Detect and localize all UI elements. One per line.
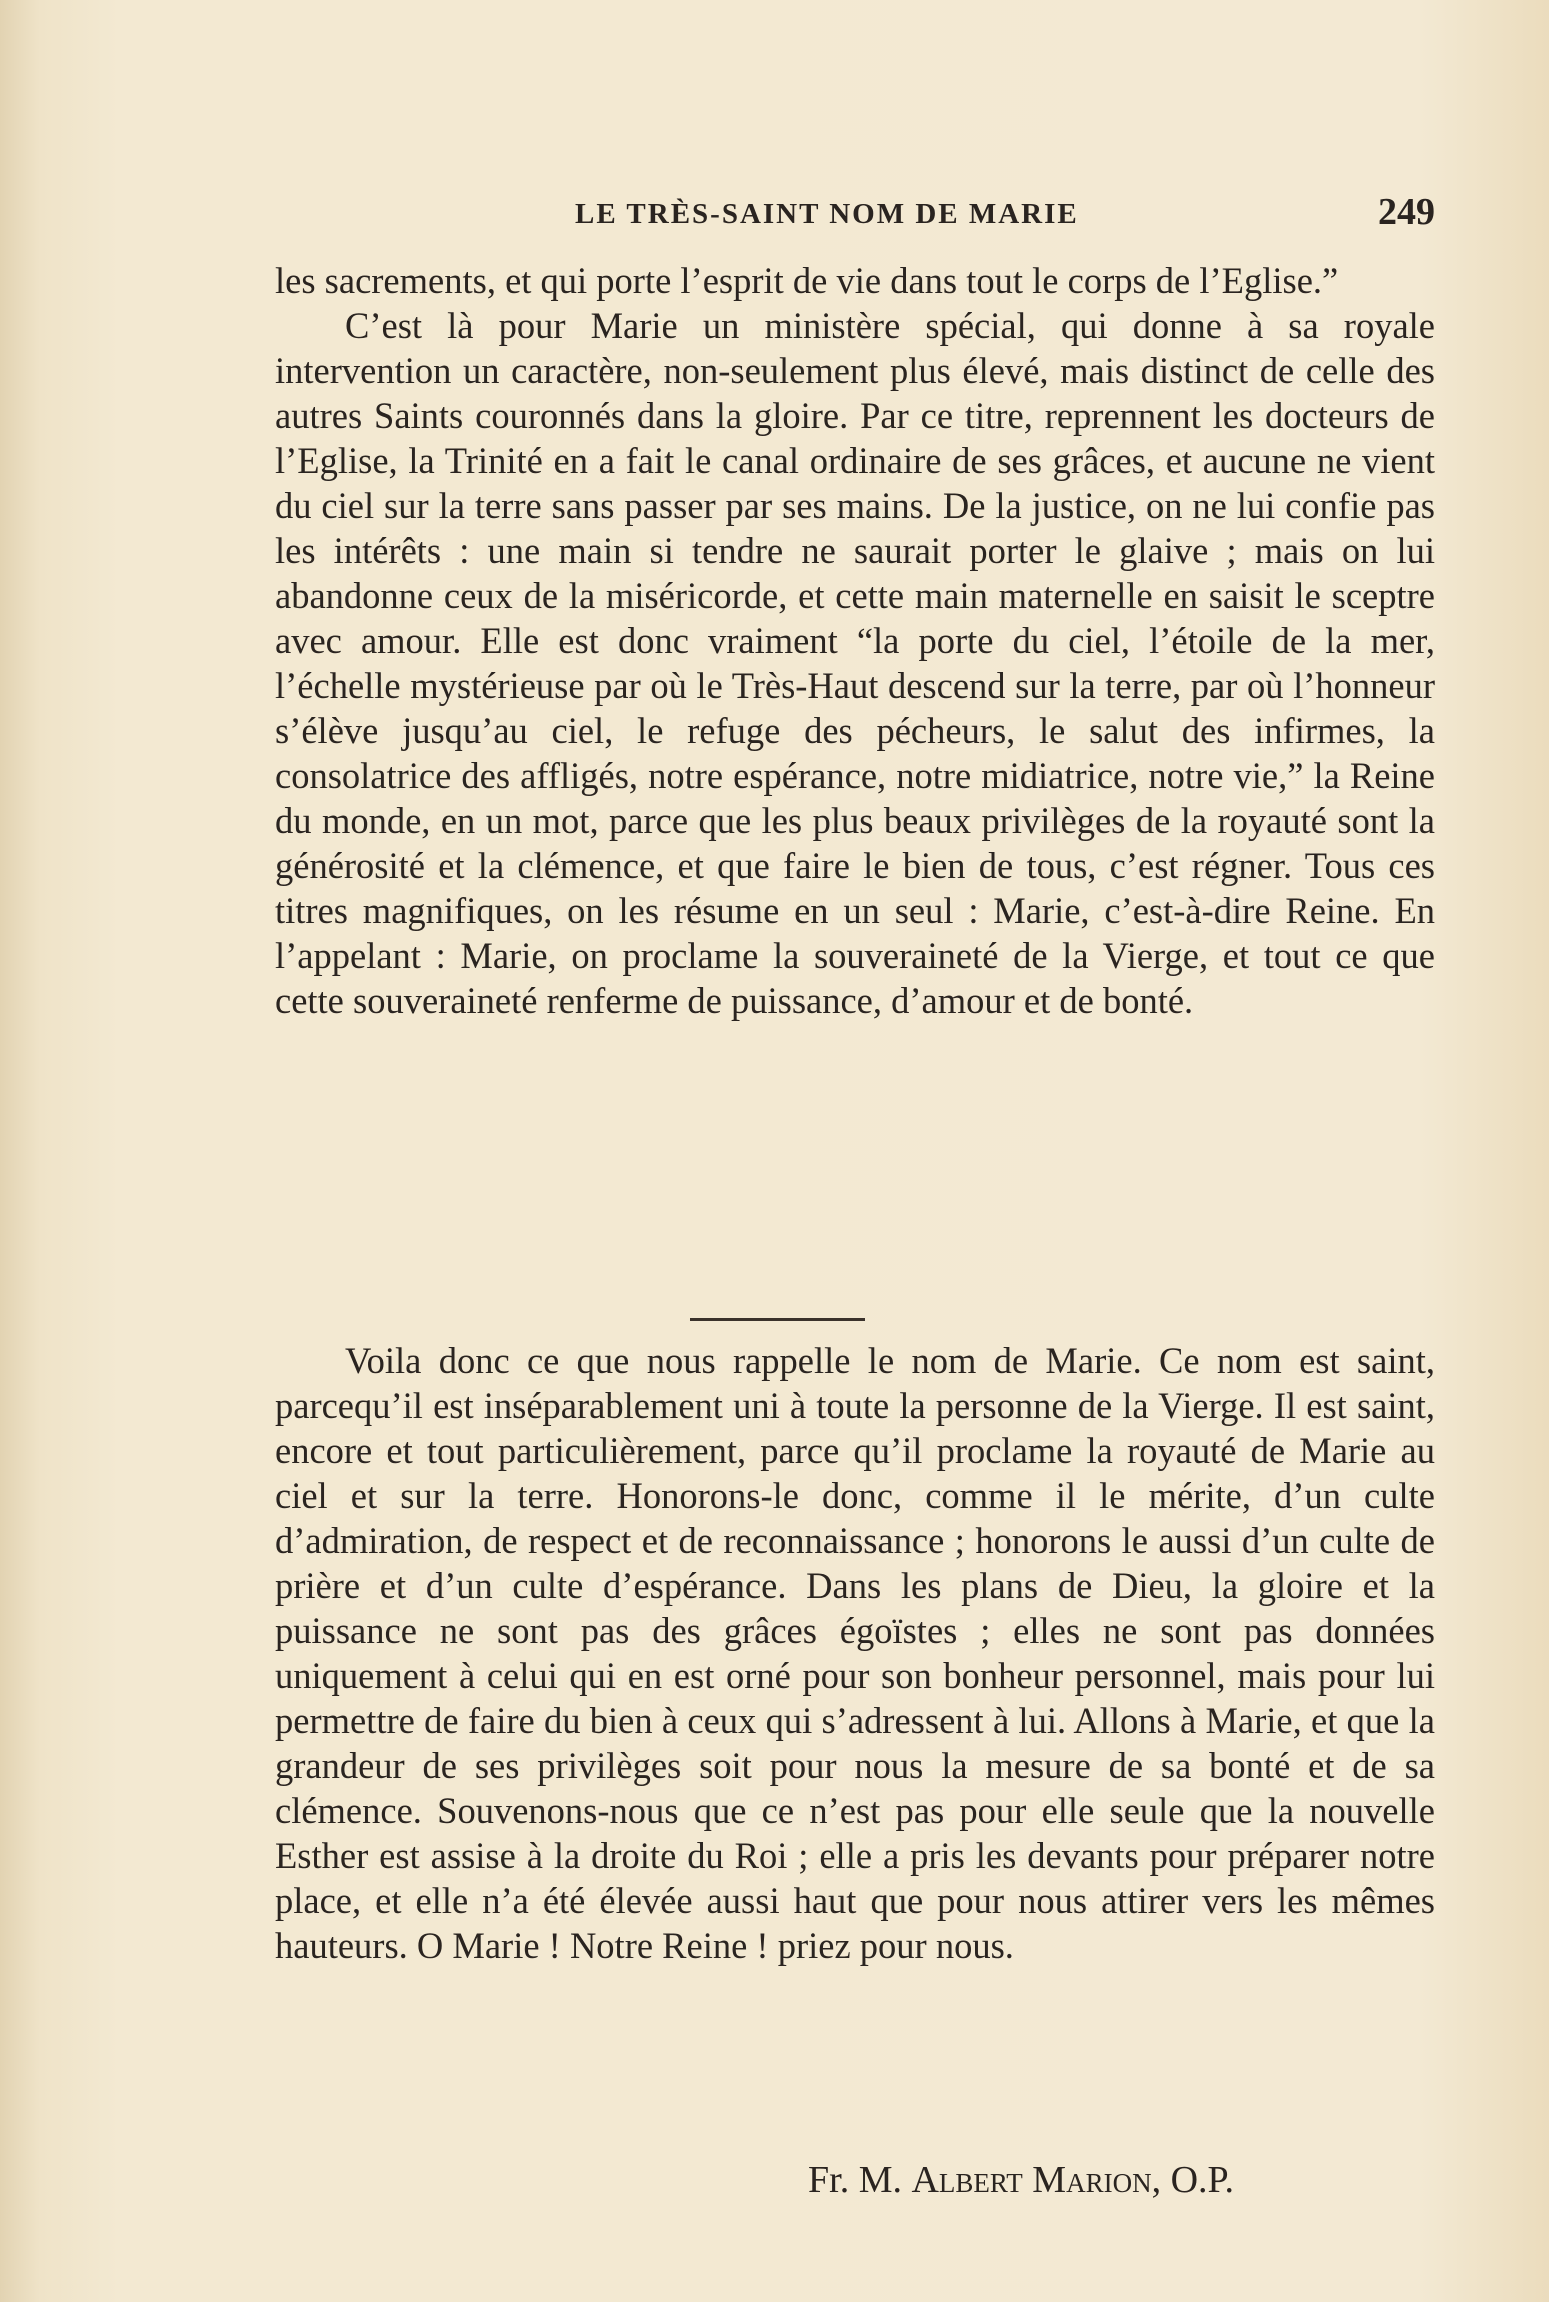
signature-name: Albert Marion [911, 2159, 1152, 2201]
signature-prefix: Fr. M. [808, 2159, 902, 2201]
text-block-lower [275, 1338, 1435, 1968]
paragraph-continuation: les sacrements, et qui porte l’esprit de vie dans tout le corps de l’Eglise.” [275, 260, 1339, 301]
section-divider [690, 1318, 865, 1321]
running-title: LE TRÈS-SAINT NOM DE MARIE [575, 198, 1079, 230]
paragraph-conclusion: Voila donc ce que nous rappelle le nom de Marie. Ce nom est saint, parcequ’il est inséparablement uni à toute la personne de la Vierge. Il est saint, encore et tout particulièrement, parce qu’il proclame la royauté de Marie au ciel et sur la terre. Honorons-le donc, comme il le mérite, d’un culte d’admiration, de respect et de reconnaissance ; honorons le aussi d’un culte de prière et d’un culte d’espérance. Dans les plans de Dieu, la gloire et la puissance ne sont pas des grâces égoïstes ; elles ne sont pas données uniquement à celui qui en est orné pour son bonheur personnel, mais pour lui permettre de faire du bien à ceux qui s’adressent à lui. Allons à Marie, et que la grandeur de ses privilèges soit pour nous la mesure de sa bonté et de sa clémence. Souvenons-nous que ce n’est pas pour elle seule que la nouvelle Esther est assise à la droite du Roi ; elle a pris les devants pour préparer notre place, et elle n’a été élevée aussi haut que pour nous attirer vers les mêmes hauteurs. O Marie ! Notre Reine ! priez pour nous. [275, 1340, 1435, 1966]
signature-suffix: , O.P. [1151, 2159, 1234, 2201]
paragraph-ministry: C’est là pour Marie un ministère spécial, qui donne à sa royale intervention un caractère, non-seulement plus élevé, mais distinct de celle des autres Saints couronnés dans la gloire. Par ce titre, reprennent les docteurs de l’Eglise, la Trinité en a fait le canal ordinaire de ses grâces, et aucune ne vient du ciel sur la terre sans passer par ses mains. De la justice, on ne lui confie pas les intérêts : une main si tendre ne saurait porter le glaive ; mais on lui abandonne ceux de la miséricorde, et cette main maternelle en saisit le sceptre avec amour. Elle est donc vraiment “la porte du ciel, l’étoile de la mer, l’échelle mystérieuse par où le Très-Haut descend sur la terre, par où l’honneur s’élève jusqu’au ciel, le refuge des pécheurs, le salut des infirmes, la consolatrice des affligés, notre espérance, notre midiatrice, notre vie,” la Reine du monde, en un mot, parce que les plus beaux privilèges de la royauté sont la générosité et la clémence, et que faire le bien de tous, c’est régner. Tous ces titres magnifiques, on les résume en un seul : Marie, c’est-à-dire Reine. En l’appelant : Marie, on proclame la souveraineté de la Vierge, et tout ce que cette souveraineté renferme de puissance, d’amour et de bonté. [275, 305, 1435, 1021]
page-number: 249 [1378, 191, 1435, 233]
text-block-upper [275, 258, 1435, 1023]
page-header [275, 190, 1435, 246]
author-signature [808, 2158, 1234, 2202]
